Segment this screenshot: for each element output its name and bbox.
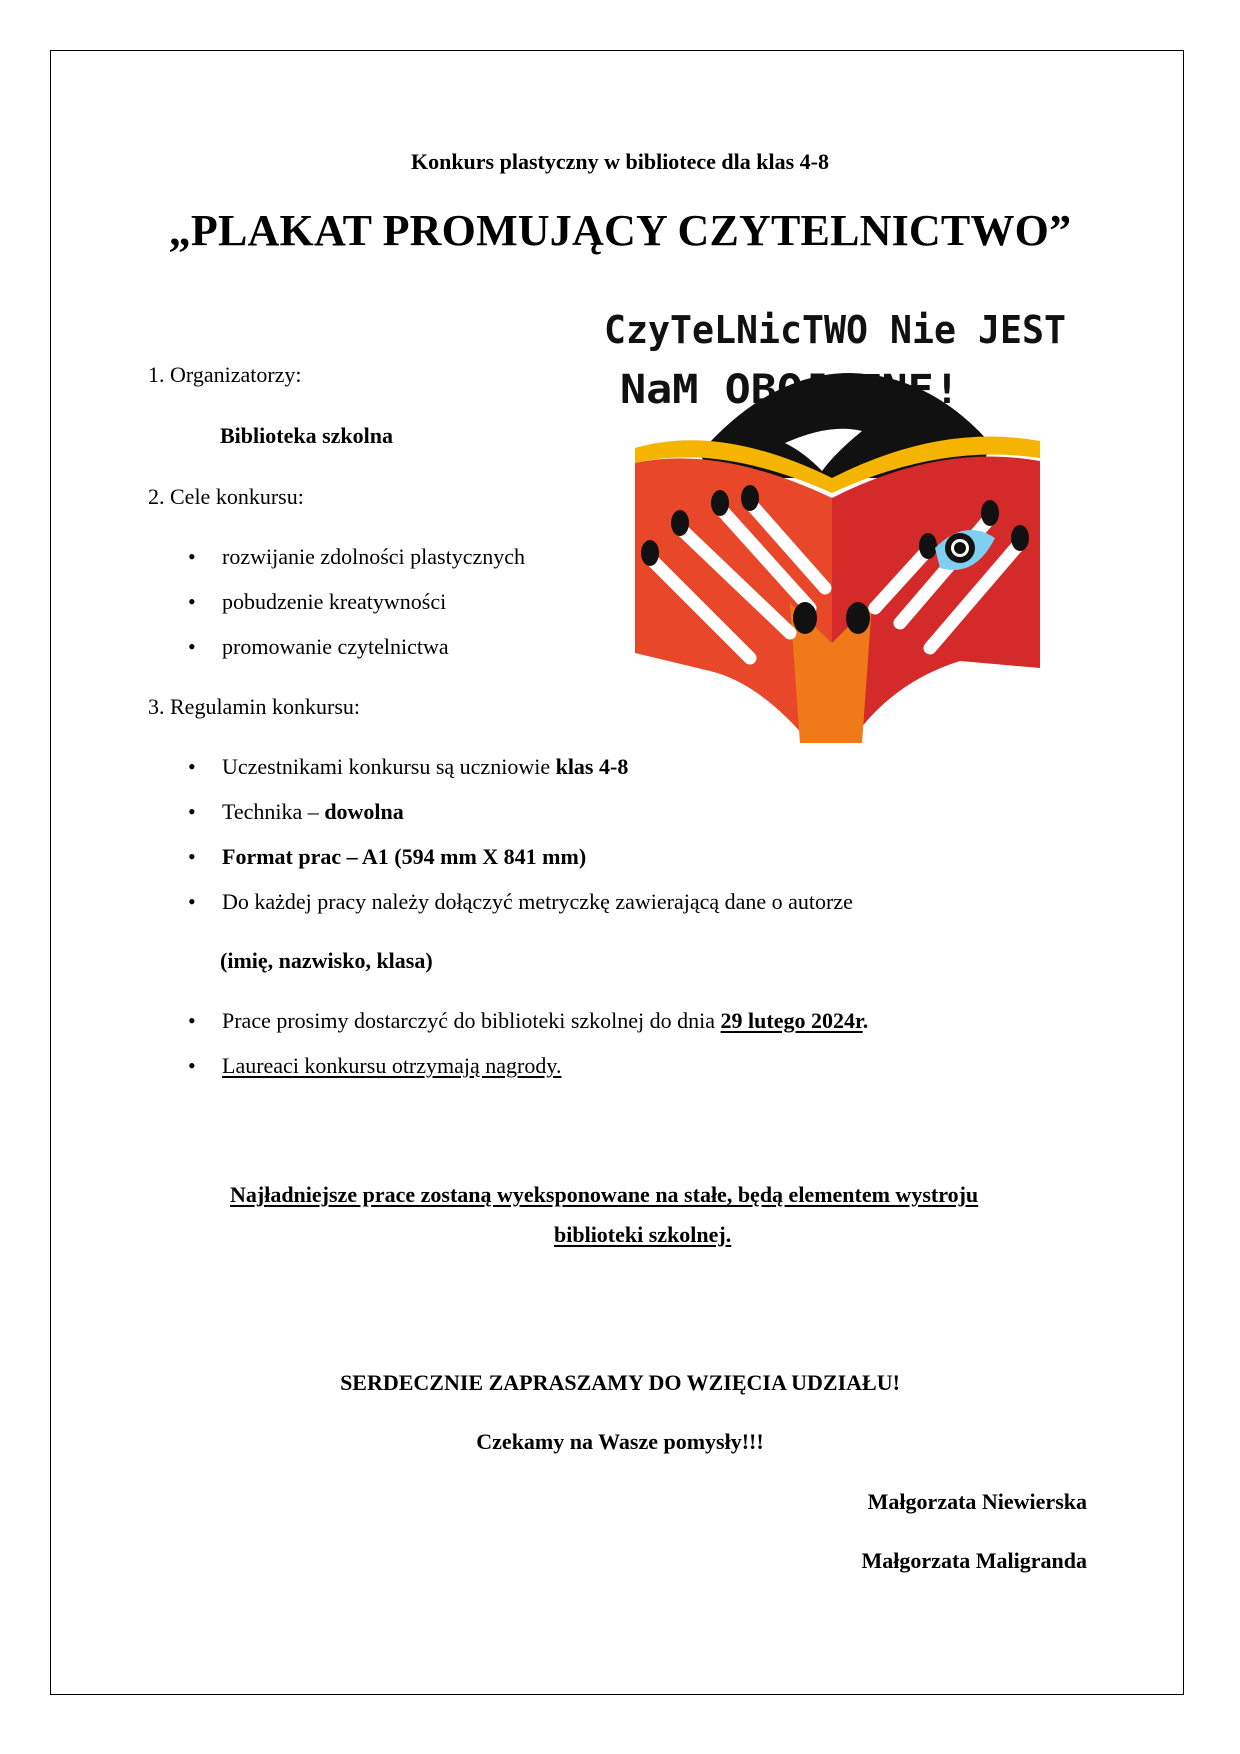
waiting-line: Czekamy na Wasze pomysły!!! — [476, 1429, 764, 1454]
bullet: • — [188, 799, 196, 824]
rule-participants — [222, 754, 628, 780]
rule-participants-text: Uczestnikami konkursu są uczniowie — [222, 754, 556, 779]
rule-deadline — [222, 1008, 868, 1034]
logo-line2: NaM OBOJĘTNE! — [620, 367, 960, 413]
bullet: • — [188, 544, 196, 569]
bullet: • — [188, 889, 196, 914]
nose-right — [846, 602, 870, 634]
reading-book-logo — [600, 303, 1070, 743]
nose-left — [793, 602, 817, 634]
deadline-period: . — [862, 1008, 869, 1033]
rule-technique — [222, 799, 404, 825]
rules-heading: 3. Regulamin konkursu: — [148, 694, 361, 719]
organizers-heading: 1. Organizatorzy: — [148, 362, 302, 387]
organizers-value: Biblioteka szkolna — [220, 423, 393, 448]
bullet: • — [188, 634, 196, 659]
notice-line1: Najładniejsze prace zostaną wyeksponowane na stałe, będą elementem wystroju — [230, 1182, 979, 1207]
contest-subtitle: Konkurs plastyczny w bibliotece dla klas 4-8 — [410, 149, 830, 174]
bullet: • — [188, 844, 196, 869]
bullet: • — [188, 754, 196, 779]
goal-item: rozwijanie zdolności plastycznych — [222, 544, 526, 569]
rule-technique-value: dowolna — [324, 799, 404, 824]
notice-line2: biblioteki szkolnej. — [554, 1222, 732, 1247]
goal-item: pobudzenie kreatywności — [222, 589, 447, 614]
contest-title: „PLAKAT PROMUJĄCY CZYTELNICTWO” — [168, 206, 1072, 255]
rule-metric-note: (imię, nazwisko, klasa) — [220, 948, 433, 973]
signature-2: Małgorzata Maligranda — [861, 1548, 1087, 1573]
goals-heading: 2. Cele konkursu: — [148, 484, 304, 509]
rule-metric: Do każdej pracy należy dołączyć metryczkę zawierającą dane o autorze — [222, 889, 853, 914]
rule-format: Format prac – A1 (594 mm X 841 mm) — [222, 844, 587, 869]
bullet: • — [188, 589, 196, 614]
rule-technique-text: Technika – — [222, 799, 325, 824]
logo-line1: CzyTeLNicTWO Nie JEST — [604, 308, 1066, 352]
signature-1: Małgorzata Niewierska — [867, 1489, 1087, 1514]
rule-deadline-text: Prace prosimy dostarczyć do biblioteki szkolnej do dnia — [222, 1008, 721, 1033]
bullet: • — [188, 1008, 196, 1033]
deadline-date: 29 lutego 2024r — [720, 1008, 863, 1033]
goal-item: promowanie czytelnictwa — [222, 634, 449, 659]
rule-participants-classes: klas 4-8 — [555, 754, 629, 779]
bullet: • — [188, 1053, 196, 1078]
invitation: SERDECZNIE ZAPRASZAMY DO WZIĘCIA UDZIAŁU! — [340, 1370, 900, 1395]
rule-prizes: Laureaci konkursu otrzymają nagrody. — [222, 1053, 562, 1078]
